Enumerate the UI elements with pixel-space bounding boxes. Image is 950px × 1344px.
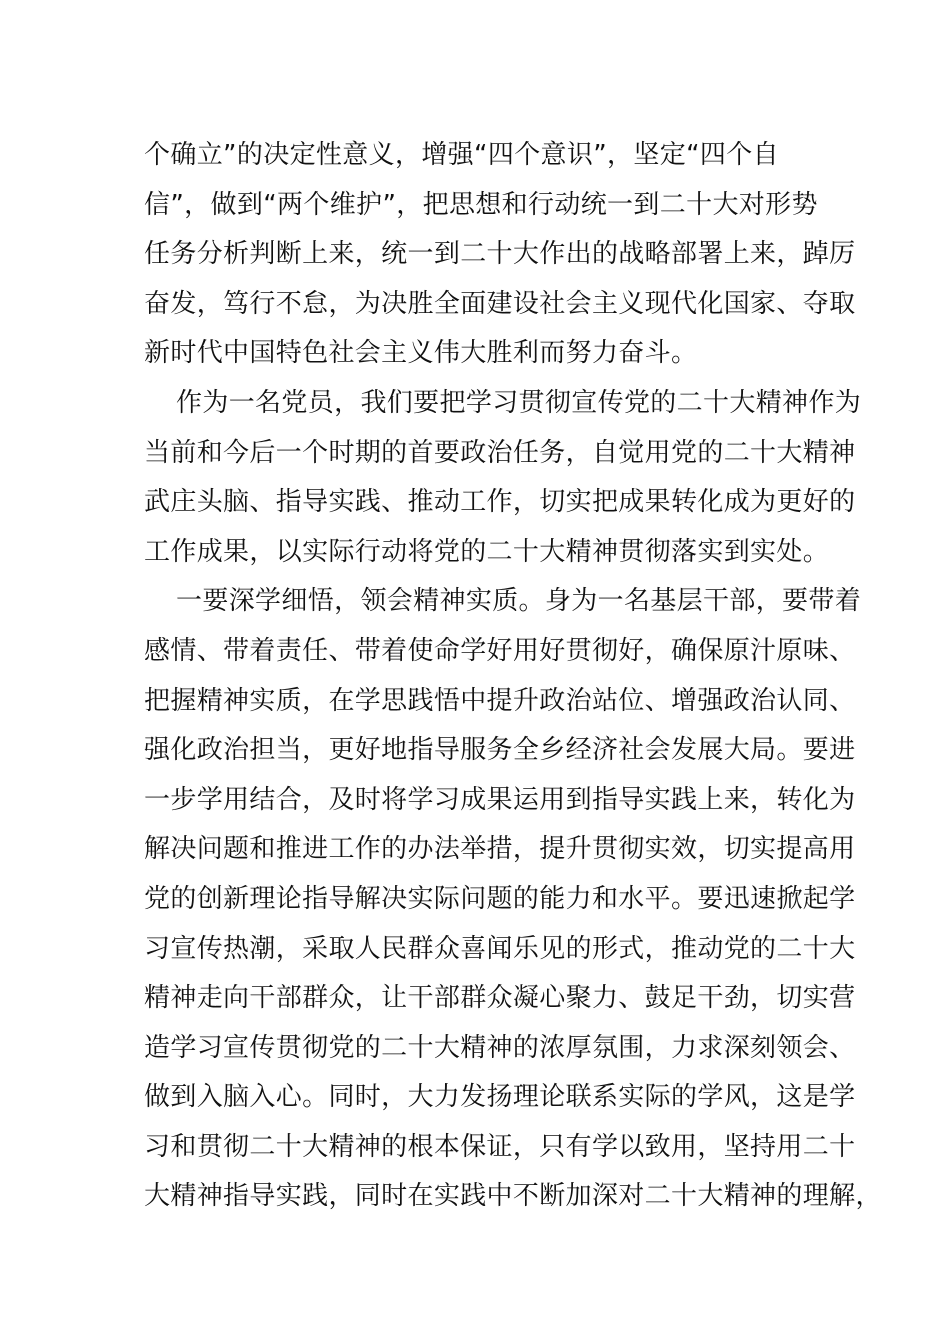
text-line: 一步学用结合，及时将学习成果运用到指导实践上来，转化为 xyxy=(144,784,856,815)
paragraph-first-line: 作为一名党员，我们要把学习贯彻宣传党的二十大精神作为 xyxy=(176,387,862,418)
text-line: 解决问题和推进工作的办法举措，提升贯彻实效，切实提高用 xyxy=(144,834,856,865)
text-line: 做到入脑入心。同时，大力发扬理论联系实际的学风，这是学 xyxy=(144,1082,856,1113)
text-line: 习和贯彻二十大精神的根本保证，只有学以致用，坚持用二十 xyxy=(144,1131,856,1162)
paragraph-first-line: 一要深学细悟，领会精神实质。身为一名基层干部，要带着 xyxy=(176,586,862,617)
text-line: 造学习宣传贯彻党的二十大精神的浓厚氛围，力求深刻领会、 xyxy=(144,1032,856,1063)
text-line: 精神走向干部群众，让干部群众凝心聚力、鼓足干劲，切实营 xyxy=(144,983,856,1014)
text-line: 大精神指导实践，同时在实践中不断加深对二十大精神的理解， xyxy=(144,1181,882,1212)
text-line: 武庄头脑、指导实践、推动工作，切实把成果转化成为更好的 xyxy=(144,487,856,518)
text-line: 个确立”的决定性意义，增强“四个意识”，坚定“四个自 xyxy=(144,140,779,170)
text-line: 当前和今后一个时期的首要政治任务，自觉用党的二十大精神 xyxy=(144,437,856,468)
text-line: 感情、带着责任、带着使命学好用好贯彻好，确保原汁原味、 xyxy=(144,635,856,666)
text-line: 奋发，笃行不怠，为决胜全面建设社会主义现代化国家、夺取 xyxy=(144,288,856,319)
text-line: 把握精神实质，在学思践悟中提升政治站位、增强政治认同、 xyxy=(144,685,856,716)
text-line: 党的创新理论指导解决实际问题的能力和水平。要迅速掀起学 xyxy=(144,883,856,914)
text-line: 强化政治担当，更好地指导服务全乡经济社会发展大局。要进 xyxy=(144,735,856,766)
text-line: 新时代中国特色社会主义伟大胜利而努力奋斗。 xyxy=(144,338,698,369)
text-line: 任务分析判断上来，统一到二十大作出的战略部署上来，踔厉 xyxy=(144,239,856,270)
text-line: 信”，做到“两个维护”，把思想和行动统一到二十大对形势 xyxy=(144,189,818,220)
text-line: 工作成果，以实际行动将党的二十大精神贯彻落实到实处。 xyxy=(144,536,830,567)
document-body xyxy=(144,131,882,1222)
text-line: 习宣传热潮，采取人民群众喜闻乐见的形式，推动党的二十大 xyxy=(144,933,856,964)
